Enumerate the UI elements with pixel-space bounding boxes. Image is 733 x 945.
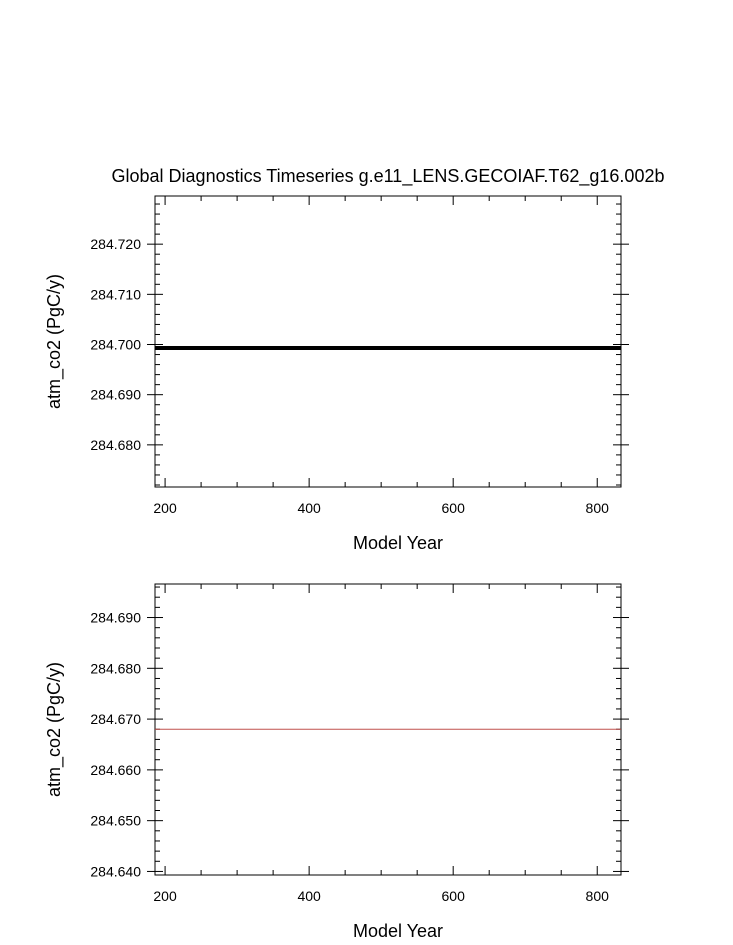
x-tick-label: 600 xyxy=(441,888,465,904)
x-tick-label: 800 xyxy=(585,888,609,904)
y-tick-label: 284.710 xyxy=(90,286,141,303)
y-tick-label: 284.680 xyxy=(90,660,141,677)
chart-title: Global Diagnostics Timeseries g.e11_LENS.GECOIAF.T62_g16.002b xyxy=(111,166,665,186)
plot-frame xyxy=(155,196,621,487)
x-axis-label: Model Year xyxy=(352,921,444,941)
y-axis-label: atm_co2 (PgC/y) xyxy=(44,273,64,410)
x-axis-label: Model Year xyxy=(352,533,444,553)
y-tick-label: 284.720 xyxy=(90,236,141,253)
y-tick-label: 284.640 xyxy=(90,863,141,880)
y-tick-label: 284.690 xyxy=(90,386,141,403)
x-tick-label: 400 xyxy=(297,888,321,904)
y-tick-label: 284.690 xyxy=(90,609,141,626)
y-tick-label: 284.700 xyxy=(90,336,141,353)
top-panel xyxy=(44,196,629,553)
y-tick-label: 284.650 xyxy=(90,812,141,829)
x-tick-label: 200 xyxy=(153,500,177,516)
y-tick-label: 284.670 xyxy=(90,711,141,728)
y-axis-label: atm_co2 (PgC/y) xyxy=(44,661,64,798)
x-tick-label: 200 xyxy=(153,888,177,904)
x-tick-label: 400 xyxy=(297,500,321,516)
y-tick-label: 284.660 xyxy=(90,761,141,778)
y-tick-label: 284.680 xyxy=(90,436,141,453)
bottom-panel xyxy=(44,584,629,941)
x-tick-label: 600 xyxy=(441,500,465,516)
x-tick-label: 800 xyxy=(585,500,609,516)
